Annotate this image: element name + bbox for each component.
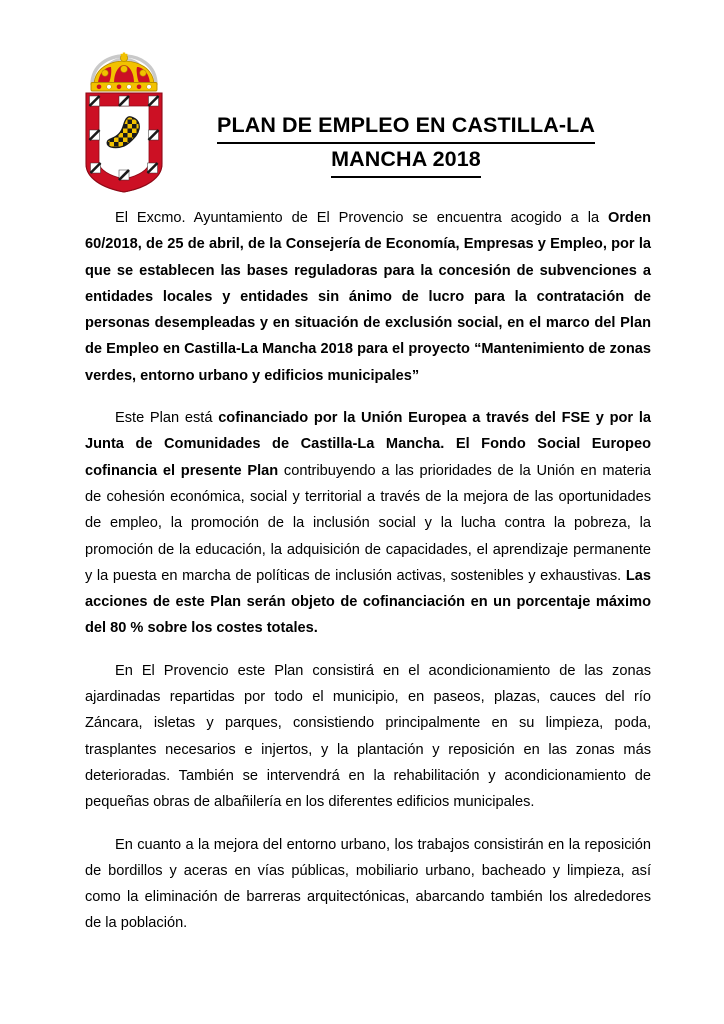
text-run: Este Plan está <box>115 410 219 427</box>
coat-of-arms-icon <box>78 52 170 194</box>
paragraph-1 <box>85 205 651 389</box>
text-run: El Excmo. Ayuntamiento de El Provencio se encuentra acogido a la <box>115 210 609 226</box>
page-title-line-2: MANCHA 2018 <box>331 144 481 178</box>
page-title <box>180 110 632 178</box>
page-title-line-1: PLAN DE EMPLEO EN CASTILLA-LA <box>217 110 595 144</box>
crown-icon <box>91 53 157 92</box>
text-run-bold: Las acciones de este Plan serán objeto de cofinanciación en un porcentaje máximo del 80 % sobre los costes totales. <box>85 567 651 637</box>
paragraph-4 <box>85 832 651 937</box>
document-header <box>0 0 724 172</box>
paragraph-2 <box>85 405 651 642</box>
paragraph-3 <box>85 658 651 816</box>
document-body <box>85 205 651 937</box>
text-run-bold: Orden 60/2018, de 25 de abril, de la Consejería de Economía, Empresas y Empleo, por la que se establecen las bases reguladoras para la concesión de subvenciones a entidades locales y entidades sin ánimo de lucro para la contratación de personas desempleadas y en situación de exclusión social, en el marco del Plan de Empleo en Castilla-La Mancha 2018 para el proyecto “Mantenimiento de zonas verdes, entorno urbano y edificios municipales” <box>85 210 651 384</box>
text-run: En cuanto a la mejora del entorno urbano, los trabajos consistirán en la reposición de bordillos y aceras en vías públicas, mobiliario urbano, bacheado y limpieza, así como la eliminación de barreras arquitectónicas, abarcando también los alrededores de la población. <box>85 836 651 932</box>
shield-icon <box>86 93 162 192</box>
text-run-bold: cofinanciado por la Unión Europea a través del FSE y por la Junta de Comunidades de Castilla-La Mancha. El Fondo Social Europeo cofinancia el presente Plan <box>85 410 651 479</box>
text-run: En El Provencio este Plan consistirá en el acondicionamiento de las zonas ajardinadas repartidas por todo el municipio, en paseos, plazas, cauces del río Záncara, isletas y parques, consistiendo principalmente en su limpieza, poda, trasplantes necesarios e injertos, y la plantación y reposición en las zonas más deterioradas. También se intervendrá en la rehabilitación y acondicionamiento de pequeñas obras de albañilería en los diferentes edificios municipales. <box>85 662 651 811</box>
text-run: contribuyendo a las prioridades de la Unión en materia de cohesión económica, social y territorial a través de la mejora de las oportunidades de empleo, la promoción de la inclusión social y la lucha contra la pobreza, la promoción de la educación, la adquisición de capacidades, el aprendizaje permanente y la puesta en marcha de políticas de inclusión activas, sostenibles y exhaustivas. <box>85 462 651 584</box>
